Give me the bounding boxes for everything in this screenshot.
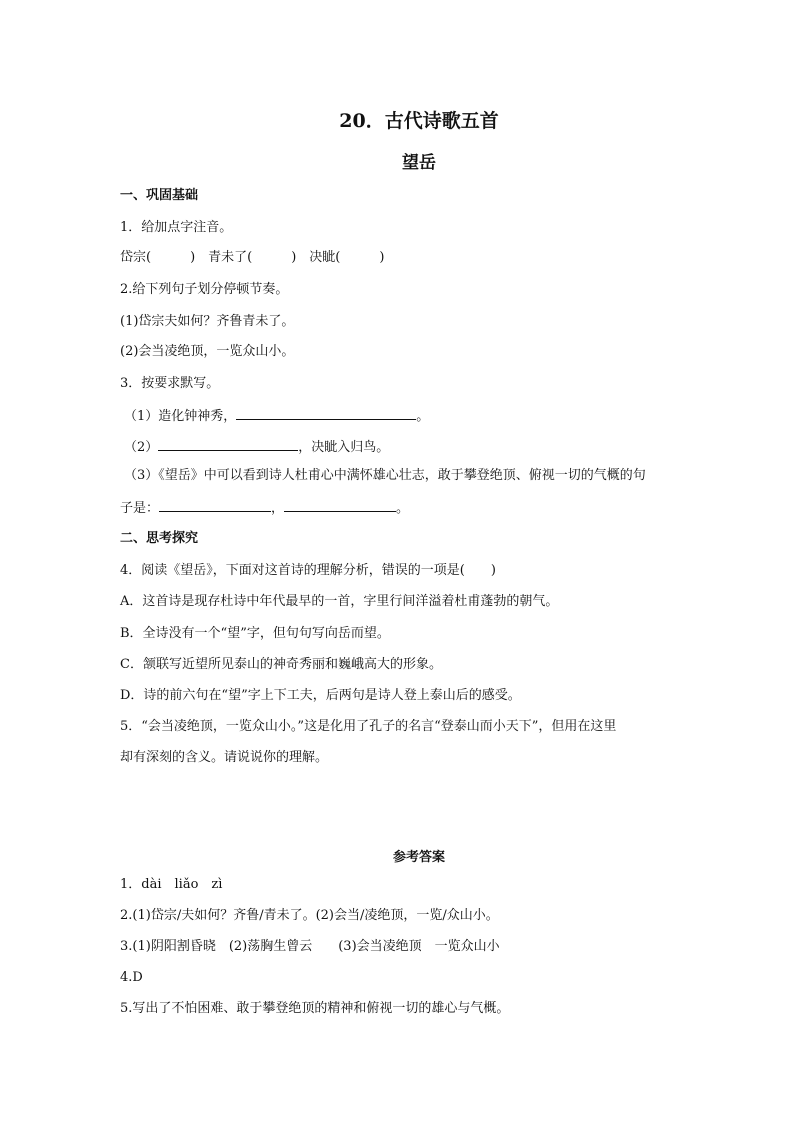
question-4-option-d: D．诗的前六句在“望”字上下工夫，后两句是诗人登上泰山后的感受。 (120, 688, 521, 703)
answer-1: 1．dài liǎo zì (120, 877, 223, 892)
q3b-suffix: ，决眦入归鸟。 (298, 440, 390, 455)
q3c-comma: ， (271, 501, 285, 516)
answer-5: 5.写出了不怕困难、敢于攀登绝顶的精神和俯视一切的雄心与气概。 (120, 1001, 510, 1016)
page-title: 20．古代诗歌五首 (339, 110, 499, 132)
question-3: 3．按要求默写。 (120, 376, 220, 391)
question-4-option-c: C．颔联写近望所见泰山的神奇秀丽和巍峨高大的形象。 (120, 657, 442, 672)
poem-title: 望岳 (402, 153, 436, 173)
answer-4: 4.D (120, 970, 143, 985)
answer-blank[interactable] (236, 407, 416, 420)
q3a-suffix: 。 (416, 409, 430, 424)
answer-blank[interactable] (159, 499, 271, 512)
question-3-part-3: （3）《望岳》中可以看到诗人杜甫心中满怀雄心壮志，敢于攀登绝顶、俯视一切的气概的句 (124, 468, 646, 483)
question-5: 5．“会当凌绝顶，一览众山小。”这是化用了孔子的名言“登泰山而小天下”，但用在这里 (120, 719, 617, 734)
answers-heading: 参考答案 (392, 850, 445, 865)
question-2-part-1: (1)岱宗夫如何？齐鲁青未了。 (120, 314, 295, 329)
question-4: 4．阅读《望岳》，下面对这首诗的理解分析，错误的一项是( ) (120, 563, 496, 578)
question-1-items: 岱宗( ) 青未了( ) 决眦( ) (120, 250, 385, 265)
answer-blank[interactable] (284, 499, 396, 512)
answer-2: 2.(1)岱宗/夫如何？齐鲁/青未了。(2)会当/凌绝顶，一览/众山小。 (120, 908, 499, 923)
question-3-part-2 (124, 438, 389, 456)
question-4-option-b: B．全诗没有一个“望”字，但句句写向岳而望。 (120, 626, 390, 641)
answer-3: 3.(1)阴阳割昏晓 (2)荡胸生曾云 (3)会当凌绝顶 一览众山小 (120, 939, 500, 954)
q3c-suffix: 。 (396, 501, 410, 516)
q3c-prefix: 子是： (120, 501, 160, 516)
section-heading-basics: 一、巩固基础 (120, 188, 199, 203)
question-4-option-a: A．这首诗是现存杜诗中年代最早的一首，字里行间洋溢着杜甫蓬勃的朝气。 (120, 594, 559, 609)
question-3-part-1 (124, 407, 429, 425)
section-heading-inquiry: 二、思考探究 (120, 531, 199, 546)
q3a-prefix: （1）造化钟神秀， (124, 409, 237, 424)
question-3-part-3-cont (120, 499, 409, 517)
question-2-part-2: (2)会当凌绝顶，一览众山小。 (120, 344, 295, 359)
q3b-prefix: （2） (124, 440, 159, 455)
answer-blank[interactable] (158, 438, 298, 451)
question-2: 2.给下列句子划分停顿节奏。 (120, 282, 289, 297)
question-1: 1．给加点字注音。 (120, 220, 233, 235)
question-5-cont: 却有深刻的含义。请说说你的理解。 (120, 750, 329, 765)
